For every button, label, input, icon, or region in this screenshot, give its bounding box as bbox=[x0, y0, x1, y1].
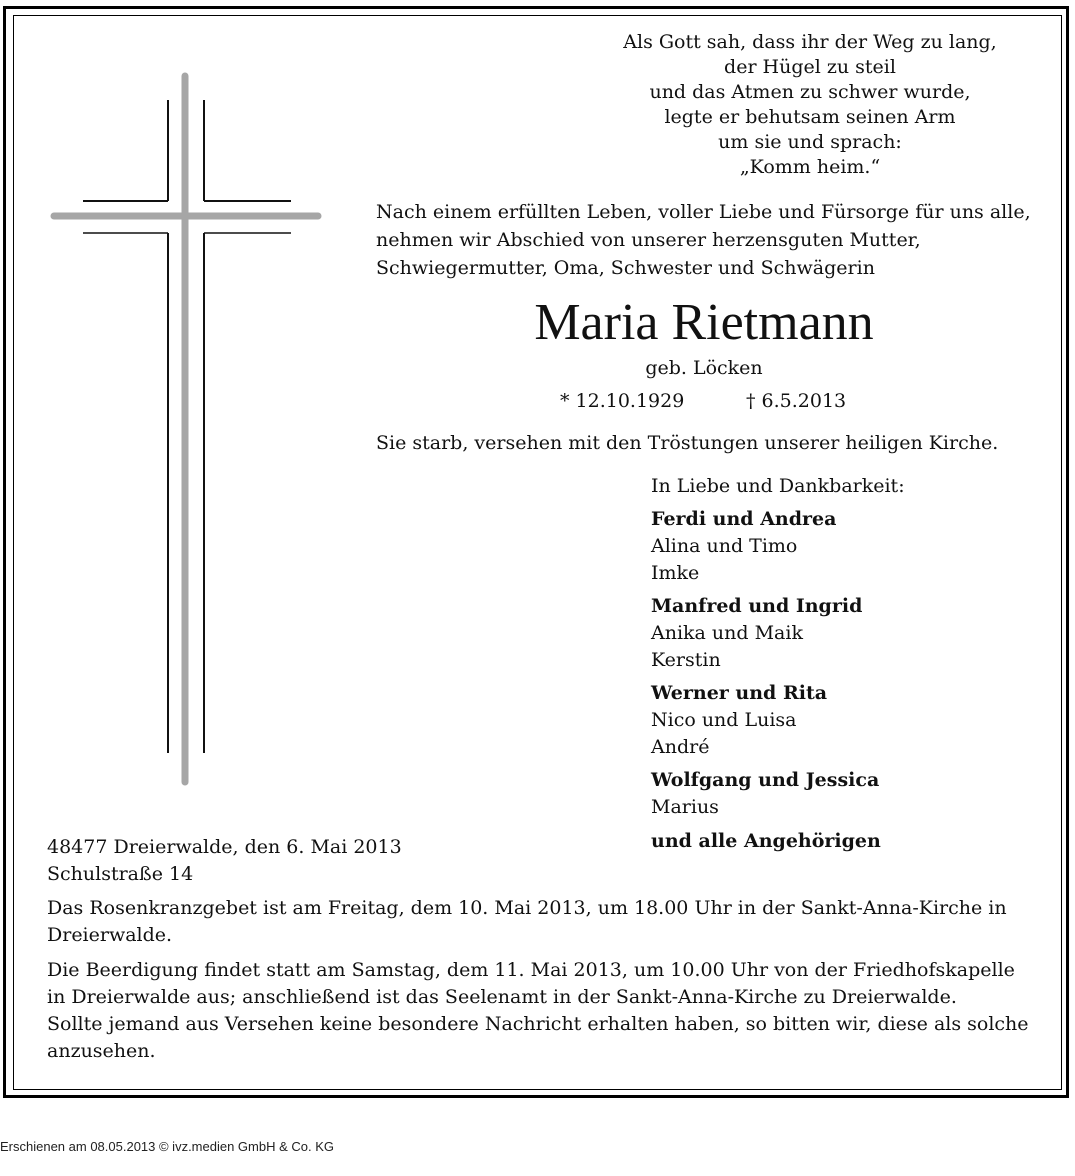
mourner-lead: Ferdi und Andrea bbox=[651, 508, 837, 530]
mourner-member: Kerstin bbox=[651, 649, 721, 671]
birth-date: * 12.10.1929 bbox=[560, 390, 685, 412]
poem-line: um sie und sprach: bbox=[718, 131, 902, 153]
poem-line: legte er behutsam seinen Arm bbox=[664, 106, 956, 128]
mourners-closing: und alle Angehörigen bbox=[651, 830, 881, 852]
intro-text: Nach einem erfüllten Leben, voller Liebe und Fürsorge für uns alle, nehmen wir Abschied von unserer herzensguten Mutter, Schwiegermutter, Oma, Schwester und Schwägerin bbox=[376, 201, 1031, 279]
mourner-group bbox=[651, 767, 1061, 821]
mourner-lead: Werner und Rita bbox=[651, 682, 828, 704]
cross-icon bbox=[50, 70, 322, 790]
sacraments-text: Sie starb, versehen mit den Tröstungen unserer heiligen Kirche. bbox=[376, 432, 999, 454]
street-address: Schulstraße 14 bbox=[47, 863, 194, 885]
poem-line: „Komm heim.“ bbox=[739, 156, 881, 178]
mourner-member: André bbox=[651, 736, 710, 758]
poem-line: Als Gott sah, dass ihr der Weg zu lang, bbox=[623, 31, 997, 53]
mourner-group bbox=[651, 680, 1061, 761]
mourner-group bbox=[651, 593, 1061, 674]
deceased-name: Maria Rietmann bbox=[534, 294, 874, 351]
mourner-member: Imke bbox=[651, 562, 700, 584]
mourner-member: Anika und Maik bbox=[651, 622, 803, 644]
no-notice-text: Sollte jemand aus Versehen keine besondere Nachricht erhalten haben, so bitten wir, diese als solche anzusehen. bbox=[47, 1013, 1029, 1062]
publication-footer: Erschienen am 08.05.2013 © ivz.medien GmbH & Co. KG bbox=[0, 1139, 335, 1154]
mourners-heading: In Liebe und Dankbarkeit: bbox=[651, 475, 905, 497]
mourner-member: Nico und Luisa bbox=[651, 709, 797, 731]
maiden-name: geb. Löcken bbox=[645, 357, 763, 379]
life-dates bbox=[560, 388, 960, 414]
mourner-lead: Manfred und Ingrid bbox=[651, 595, 863, 617]
funeral-notice: Die Beerdigung findet statt am Samstag, dem 11. Mai 2013, um 10.00 Uhr von der Friedhofskapelle in Dreierwalde aus; anschließend ist das Seelenamt in der Sankt-Anna-Kirche zu Dreierwalde. bbox=[47, 959, 1015, 1008]
poem bbox=[560, 30, 1060, 180]
address-block bbox=[47, 834, 607, 888]
poem-line: und das Atmen zu schwer wurde, bbox=[649, 81, 971, 103]
place-date: 48477 Dreierwalde, den 6. Mai 2013 bbox=[47, 836, 402, 858]
mourner-member: Marius bbox=[651, 796, 719, 818]
death-date: † 6.5.2013 bbox=[746, 390, 847, 412]
mourner-group bbox=[651, 506, 1061, 587]
mourners-list bbox=[651, 473, 1061, 855]
mourner-member: Alina und Timo bbox=[651, 535, 798, 557]
service-notices bbox=[47, 895, 1037, 1065]
mourner-lead: Wolfgang und Jessica bbox=[651, 769, 880, 791]
poem-line: der Hügel zu steil bbox=[724, 56, 896, 78]
rosary-notice: Das Rosenkranzgebet ist am Freitag, dem 10. Mai 2013, um 18.00 Uhr in der Sankt-Anna-Kirche in Dreierwalde. bbox=[47, 897, 1007, 946]
